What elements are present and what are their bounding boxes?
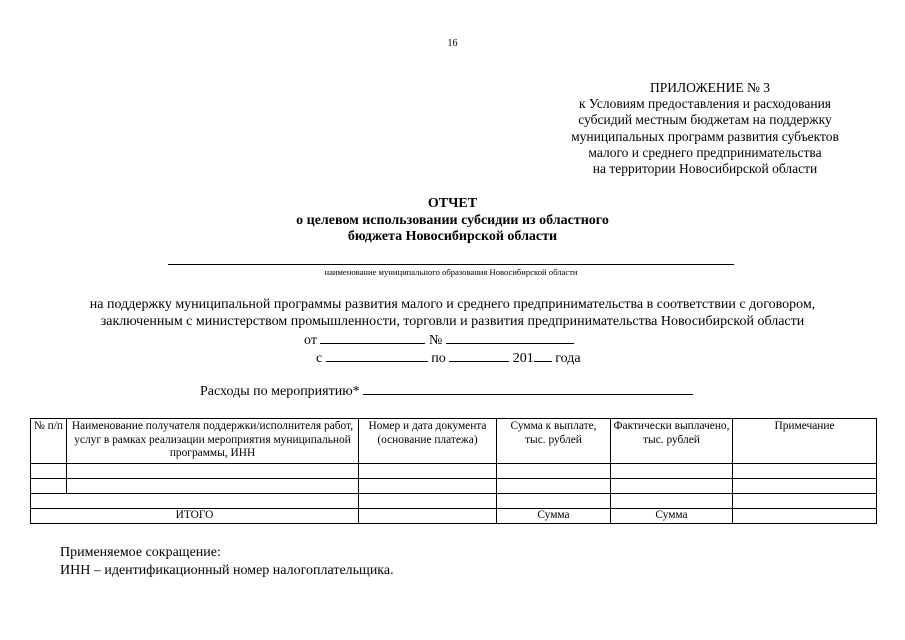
table-cell[interactable] xyxy=(67,479,359,494)
support-line: на поддержку муниципальной программы развития малого и среднего предпринимательства в соответствии с договором, xyxy=(89,297,816,312)
appendix-title: ПРИЛОЖЕНИЕ № 3 xyxy=(649,80,771,95)
header-amount-due: Сумма к выплате, тыс. рублей xyxy=(497,419,611,464)
table-cell[interactable] xyxy=(31,464,67,479)
to-label: по xyxy=(431,351,446,366)
header-amount-paid: Фактически выплачено, тыс. рублей xyxy=(611,419,733,464)
table-cell[interactable] xyxy=(497,479,611,494)
period-line xyxy=(316,349,581,367)
period-end-field[interactable] xyxy=(449,349,509,362)
table-cell[interactable] xyxy=(497,464,611,479)
header-note: Примечание xyxy=(733,419,877,464)
table-row xyxy=(31,494,877,509)
appendix-line: на территории Новосибирской области xyxy=(592,161,818,177)
table-cell[interactable] xyxy=(611,464,733,479)
period-start-field[interactable] xyxy=(326,349,428,362)
table-cell[interactable] xyxy=(733,479,877,494)
support-line: заключенным с министерством промышленности, торговли и развития предпринимательства Новосибирской области xyxy=(100,313,805,329)
table-cell[interactable] xyxy=(733,494,877,509)
total-label: ИТОГО xyxy=(31,509,359,524)
since-label: с xyxy=(316,351,323,366)
abbreviation-text: ИНН – идентификационный номер налогоплательщика. xyxy=(60,562,394,578)
header-number: № п/п xyxy=(31,419,67,464)
support-text xyxy=(20,297,885,330)
table-cell[interactable] xyxy=(359,494,497,509)
report-title-line: ОТЧЕТ xyxy=(427,196,478,211)
number-label: № xyxy=(428,333,443,348)
expenses-field[interactable] xyxy=(363,382,693,395)
header-document: Номер и дата документа (основание платежа) xyxy=(359,419,497,464)
agreement-date-field[interactable] xyxy=(320,331,425,344)
appendix-line: муниципальных программ развития субъектов xyxy=(571,128,839,144)
table-cell[interactable] xyxy=(611,494,733,509)
report-table xyxy=(30,418,877,524)
year-field[interactable] xyxy=(534,349,552,362)
report-title xyxy=(200,196,705,246)
expenses-line xyxy=(200,382,693,400)
table-total-row xyxy=(31,509,877,524)
from-label: от xyxy=(304,333,317,348)
page-number: 16 xyxy=(447,38,458,49)
appendix-line: субсидий местным бюджетам на поддержку xyxy=(578,112,832,128)
report-title-line: бюджета Новосибирской области xyxy=(347,229,558,244)
report-title-line: о целевом использовании субсидии из областного xyxy=(296,212,609,228)
table-cell[interactable] xyxy=(359,509,497,524)
table-cell[interactable] xyxy=(611,479,733,494)
table-row xyxy=(31,479,877,494)
appendix-block xyxy=(555,80,855,177)
table-cell[interactable] xyxy=(31,494,359,509)
table-header-row xyxy=(31,419,877,464)
total-amount-due: Сумма xyxy=(497,509,611,524)
table-cell[interactable] xyxy=(67,464,359,479)
total-amount-paid: Сумма xyxy=(611,509,733,524)
year-suffix: года xyxy=(555,351,581,366)
table-cell[interactable] xyxy=(497,494,611,509)
appendix-line: к Условиям предоставления и расходования xyxy=(578,96,832,112)
table-cell[interactable] xyxy=(359,464,497,479)
org-name-line[interactable] xyxy=(168,264,734,265)
agreement-date-line xyxy=(304,331,574,349)
agreement-number-field[interactable] xyxy=(446,331,574,344)
header-recipient: Наименование получателя поддержки/исполнителя работ, услуг в рамках реализации мероприятия муниципальной программы, ИНН xyxy=(67,419,359,464)
table-cell[interactable] xyxy=(733,464,877,479)
org-name-caption: наименование муниципального образования Новосибирской области xyxy=(324,267,578,277)
table-row xyxy=(31,464,877,479)
year-prefix: 201 xyxy=(512,351,534,366)
expenses-label: Расходы по мероприятию* xyxy=(200,384,360,399)
abbreviation-block xyxy=(60,544,394,579)
appendix-line: малого и среднего предпринимательства xyxy=(588,144,822,160)
table-cell[interactable] xyxy=(359,479,497,494)
abbreviation-heading: Применяемое сокращение: xyxy=(60,545,221,560)
table-cell[interactable] xyxy=(733,509,877,524)
table-cell[interactable] xyxy=(31,479,67,494)
